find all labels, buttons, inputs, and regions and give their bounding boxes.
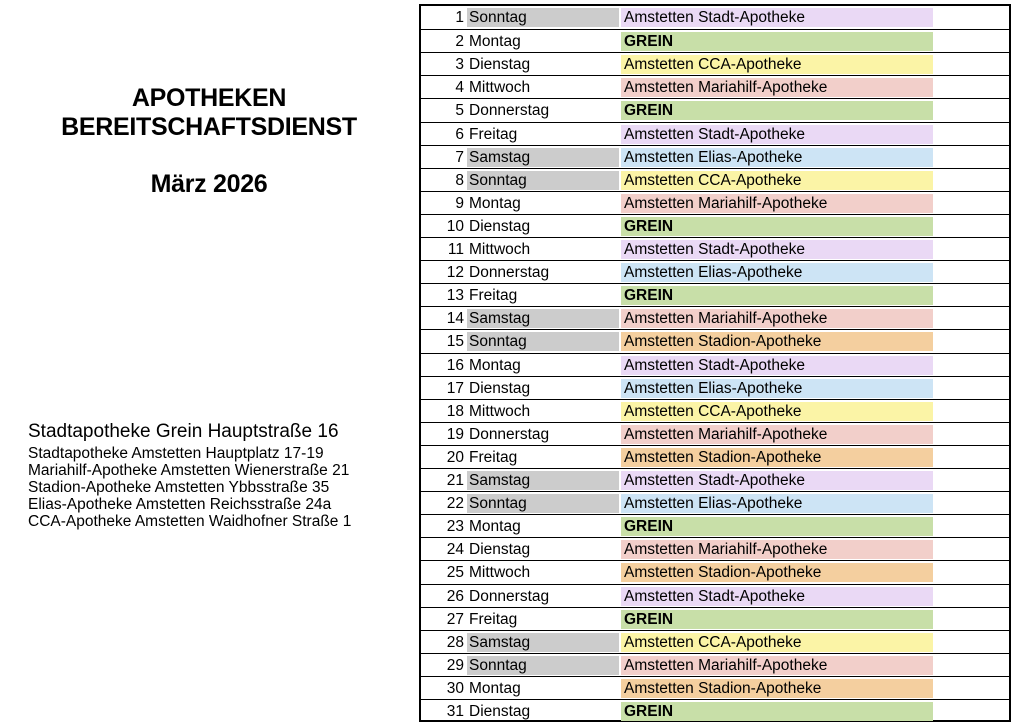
- weekday: Sonntag: [467, 171, 619, 190]
- address-list: [28, 421, 351, 530]
- address-item: Mariahilf-Apotheke Amstetten Wienerstraße 21: [28, 462, 350, 479]
- table-row: [421, 122, 1009, 145]
- address-item: Stadtapotheke Amstetten Hauptplatz 17-19: [28, 445, 324, 462]
- day-number: 19: [446, 425, 464, 443]
- table-row: [421, 145, 1009, 168]
- weekday: Samstag: [467, 633, 619, 652]
- pharmacy-on-duty: Amstetten Stadt-Apotheke: [621, 356, 933, 375]
- day-number: 9: [455, 194, 464, 212]
- pharmacy-on-duty: Amstetten Stadt-Apotheke: [621, 8, 933, 27]
- weekday: Montag: [469, 33, 521, 51]
- weekday: Sonntag: [467, 332, 619, 351]
- pharmacy-on-duty: Amstetten Stadion-Apotheke: [621, 332, 933, 351]
- pharmacy-on-duty: Amstetten Elias-Apotheke: [621, 379, 933, 398]
- table-row: [421, 630, 1009, 653]
- pharmacy-on-duty: Amstetten Stadion-Apotheke: [621, 563, 933, 582]
- table-row: [421, 537, 1009, 560]
- weekday: Dienstag: [469, 217, 531, 235]
- pharmacy-on-duty: Amstetten Elias-Apotheke: [621, 494, 933, 513]
- table-row: [421, 607, 1009, 630]
- pharmacy-on-duty: Amstetten CCA-Apotheke: [621, 171, 933, 190]
- table-row: [421, 6, 1009, 29]
- day-number: 23: [446, 518, 464, 536]
- weekday: Samstag: [467, 471, 619, 490]
- day-number: 13: [446, 287, 464, 305]
- day-number: 6: [455, 125, 464, 143]
- title-line-1: APOTHEKEN: [131, 84, 287, 112]
- day-number: 5: [455, 102, 464, 120]
- day-number: 12: [446, 264, 464, 282]
- pharmacy-on-duty: Amstetten Mariahilf-Apotheke: [621, 540, 933, 559]
- weekday: Donnerstag: [469, 102, 550, 120]
- day-number: 30: [446, 679, 464, 697]
- day-number: 18: [446, 402, 464, 420]
- day-number: 27: [446, 610, 464, 628]
- day-number: 8: [455, 171, 464, 189]
- day-number: 20: [446, 448, 464, 466]
- weekday: Dienstag: [469, 379, 531, 397]
- table-row: [421, 560, 1009, 583]
- weekday: Donnerstag: [469, 587, 550, 605]
- table-row: [421, 445, 1009, 468]
- weekday: Dienstag: [469, 541, 531, 559]
- weekday: Freitag: [469, 125, 518, 143]
- day-number: 28: [446, 633, 464, 651]
- day-number: 26: [446, 587, 464, 605]
- title-month: März 2026: [150, 170, 268, 198]
- pharmacy-on-duty: Amstetten Stadion-Apotheke: [621, 448, 933, 467]
- day-number: 3: [455, 56, 464, 74]
- address-item: CCA-Apotheke Amstetten Waidhofner Straße 1: [28, 513, 352, 530]
- table-row: [421, 98, 1009, 121]
- weekday: Dienstag: [469, 703, 531, 720]
- pharmacy-on-duty: Amstetten Stadt-Apotheke: [621, 125, 933, 144]
- day-number: 15: [446, 333, 464, 351]
- table-row: [421, 75, 1009, 98]
- weekday: Montag: [469, 356, 521, 374]
- pharmacy-on-duty: Amstetten Stadt-Apotheke: [621, 587, 933, 606]
- table-row: [421, 376, 1009, 399]
- page-title: [20, 84, 398, 199]
- pharmacy-on-duty: GREIN: [621, 517, 933, 536]
- day-number: 31: [446, 703, 464, 720]
- day-number: 24: [446, 541, 464, 559]
- address-item: Stadion-Apotheke Amstetten Ybbsstraße 35: [28, 479, 330, 496]
- duty-schedule-table: [419, 4, 1011, 722]
- pharmacy-on-duty: Amstetten Elias-Apotheke: [621, 263, 933, 282]
- pharmacy-on-duty: GREIN: [621, 610, 933, 629]
- day-number: 22: [446, 495, 464, 513]
- table-row: [421, 491, 1009, 514]
- weekday: Sonntag: [467, 656, 619, 675]
- day-number: 25: [446, 564, 464, 582]
- weekday: Mittwoch: [469, 402, 531, 420]
- day-number: 10: [446, 217, 464, 235]
- table-row: [421, 699, 1009, 722]
- day-number: 11: [447, 241, 464, 258]
- weekday: Montag: [469, 518, 521, 536]
- pharmacy-on-duty: GREIN: [621, 101, 933, 120]
- table-row: [421, 399, 1009, 422]
- pharmacy-on-duty: Amstetten CCA-Apotheke: [621, 55, 933, 74]
- day-number: 7: [455, 148, 464, 166]
- pharmacy-on-duty: Amstetten Mariahilf-Apotheke: [621, 309, 933, 328]
- weekday: Donnerstag: [469, 264, 550, 282]
- pharmacy-on-duty: Amstetten Stadt-Apotheke: [621, 471, 933, 490]
- table-row: [421, 422, 1009, 445]
- table-row: [421, 260, 1009, 283]
- weekday: Mittwoch: [469, 79, 531, 97]
- address-item: Elias-Apotheke Amstetten Reichsstraße 24a: [28, 496, 332, 513]
- day-number: 16: [446, 356, 464, 374]
- day-number: 29: [446, 656, 464, 674]
- pharmacy-on-duty: GREIN: [621, 702, 933, 721]
- pharmacy-on-duty: Amstetten Mariahilf-Apotheke: [621, 194, 933, 213]
- weekday: Dienstag: [469, 56, 531, 74]
- pharmacy-on-duty: Amstetten Stadion-Apotheke: [621, 679, 933, 698]
- table-row: [421, 237, 1009, 260]
- weekday: Sonntag: [467, 494, 619, 513]
- weekday: Samstag: [467, 148, 619, 167]
- day-number: 1: [455, 9, 464, 26]
- weekday: Montag: [469, 679, 521, 697]
- weekday: Samstag: [467, 309, 619, 328]
- table-row: [421, 191, 1009, 214]
- pharmacy-on-duty: Amstetten CCA-Apotheke: [621, 402, 933, 421]
- day-number: 21: [446, 472, 464, 489]
- table-row: [421, 168, 1009, 191]
- table-row: [421, 584, 1009, 607]
- table-row: [421, 214, 1009, 237]
- day-number: 4: [455, 79, 464, 97]
- weekday: Sonntag: [467, 8, 619, 27]
- weekday: Donnerstag: [469, 425, 550, 443]
- pharmacy-on-duty: GREIN: [621, 217, 933, 236]
- weekday: Freitag: [469, 448, 518, 466]
- day-number: 17: [446, 379, 464, 397]
- weekday: Mittwoch: [469, 564, 531, 582]
- table-row: [421, 306, 1009, 329]
- pharmacy-on-duty: Amstetten Elias-Apotheke: [621, 148, 933, 167]
- table-row: [421, 29, 1009, 52]
- table-row: [421, 514, 1009, 537]
- weekday: Montag: [469, 194, 521, 212]
- table-row: [421, 329, 1009, 352]
- table-row: [421, 52, 1009, 75]
- title-line-2: BEREITSCHAFTSDIENST: [61, 113, 357, 141]
- table-row: [421, 653, 1009, 676]
- pharmacy-on-duty: GREIN: [621, 32, 933, 51]
- pharmacy-on-duty: Amstetten Mariahilf-Apotheke: [621, 425, 933, 444]
- pharmacy-on-duty: Amstetten Mariahilf-Apotheke: [621, 656, 933, 675]
- table-row: [421, 283, 1009, 306]
- address-main: Stadtapotheke Grein Hauptstraße 16: [28, 421, 339, 442]
- weekday: Freitag: [469, 287, 518, 305]
- pharmacy-on-duty: GREIN: [621, 286, 933, 305]
- table-row: [421, 353, 1009, 376]
- weekday: Freitag: [469, 610, 518, 628]
- weekday: Mittwoch: [469, 241, 531, 258]
- pharmacy-on-duty: Amstetten CCA-Apotheke: [621, 633, 933, 652]
- pharmacy-on-duty: Amstetten Stadt-Apotheke: [621, 240, 933, 259]
- table-row: [421, 676, 1009, 699]
- pharmacy-on-duty: Amstetten Mariahilf-Apotheke: [621, 78, 933, 97]
- day-number: 14: [446, 310, 464, 328]
- table-row: [421, 468, 1009, 491]
- day-number: 2: [455, 33, 464, 51]
